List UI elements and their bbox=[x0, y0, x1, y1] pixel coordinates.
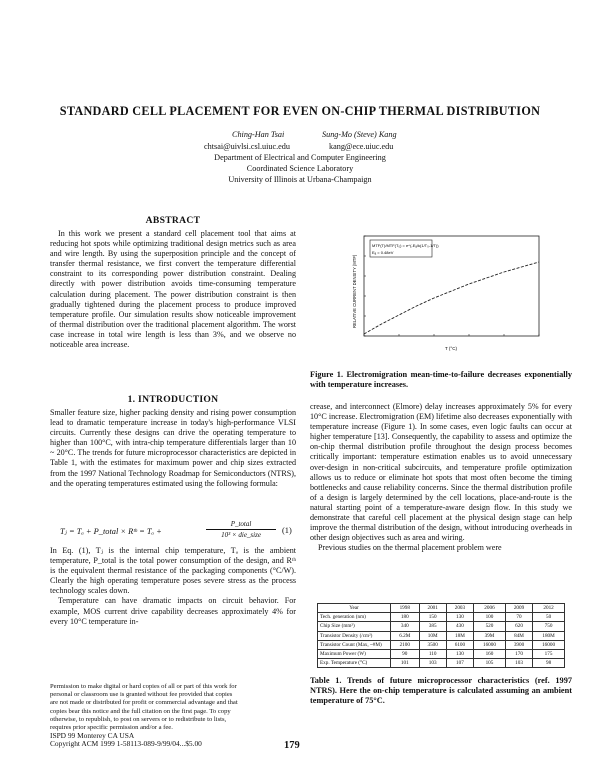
intro-paragraph-4: crease, and interconnect (Elmore) delay increases approximately 5% for every 10°C increase. Electromigration (EM) lifetime also decreases exponentially with temperature increase (Figure 1). In some cases, even logic faults can occur at higher temperature [13]. Consequently, the capability to assess and optimize the on-chip thermal distribution profile throughout the design process becomes critically important: temperature estimation enables us to avoid unnecessary over-design in non-critical subcircuits, and temperature profile optimization allows us to reduce or eliminate hot spots that most often become the timing bottlenecks and cause reliability concerns. Since the thermal distribution profile of a design is largely determined by the cell locations, place-and-route is the natural starting point of a temperature-aware design flow. In this study we demonstrate that careful cell placement at the physical design stage can help improve the thermal distribution of the design, without introducing overheads in other design objectives such as area and wiring. bbox=[310, 402, 572, 543]
affiliation-department: Department of Electrical and Computer Engineering bbox=[214, 153, 386, 162]
figure-xlabel: T (°C) bbox=[445, 346, 457, 351]
table-row bbox=[318, 659, 565, 668]
footnote-line: are not made or distributed for profit or commercial advantage and that bbox=[50, 699, 238, 707]
table-row-label: Exp. Temperature (°C) bbox=[318, 659, 391, 668]
footnote-line: Permission to make digital or hard copies of all or part of this work for bbox=[50, 683, 237, 690]
author-2-name: Sung-Mo (Steve) Kang bbox=[322, 130, 397, 139]
introduction-heading: 1. INTRODUCTION bbox=[127, 394, 219, 405]
legend-activation-energy: Eₐ = 0.48eV bbox=[372, 250, 394, 255]
table-1-caption: Table 1. Trends of future microprocessor characteristics (ref. 1997 NTRS). Here the on-chip temperature is calculated assuming an ambient temperature of 75°C. bbox=[310, 676, 572, 705]
table-cell: 520 bbox=[474, 622, 506, 631]
table-cell: 50 bbox=[533, 613, 565, 622]
table-header-cell: 1998 bbox=[391, 604, 420, 613]
table-row bbox=[318, 631, 565, 640]
footnote-line: copies bear this notice and the full citation on the first page. To copy bbox=[50, 707, 231, 715]
footnote-line: personal or classroom use is granted without fee provided that copies bbox=[50, 691, 233, 699]
intro-paragraph-3: Temperature can have dramatic impacts on circuit behavior. For example, MOS current drive capability decreases approximately 4% for every 10°C temperature in- bbox=[50, 596, 296, 626]
equation-denominator: 10³ × die_size bbox=[221, 531, 261, 539]
table-cell: 10M bbox=[419, 631, 446, 640]
table-cell: 103 bbox=[505, 659, 532, 668]
table-cell: 130 bbox=[446, 613, 473, 622]
table-cell: 101 bbox=[391, 659, 420, 668]
table-cell: 340 bbox=[391, 622, 420, 631]
table-cell: 750 bbox=[533, 622, 565, 631]
table-cell: 180 bbox=[391, 613, 420, 622]
equation-lhs: Tⱼ = Tₐ + P_total × Rᵗʰ = Tₐ + bbox=[60, 527, 162, 536]
table-1 bbox=[317, 603, 565, 668]
figure-ylabel: RELATIVE CURRENT DENSITY (MTF) bbox=[352, 254, 357, 328]
table-row-label: Chip Size (mm²) bbox=[318, 622, 391, 631]
table-header-row bbox=[318, 604, 565, 613]
table-cell: 16000 bbox=[474, 640, 506, 649]
table-cell: 100 bbox=[474, 613, 506, 622]
equation-numerator: P_total bbox=[230, 520, 252, 528]
figure-1 bbox=[330, 228, 570, 358]
table-cell: 103 bbox=[419, 659, 446, 668]
table-row-label: Transistor Count (Max, ~#M) bbox=[318, 640, 391, 649]
table-row bbox=[318, 613, 565, 622]
table-row bbox=[318, 649, 565, 658]
equation-1 bbox=[60, 520, 296, 542]
equation-number: (1) bbox=[282, 526, 292, 535]
intro-paragraph-1: Smaller feature size, higher packing density and rising power consumption lead to dramatic temperature increase in today's high-performance VLSI circuits. Currently these designs can drive the operating temperature to higher than 100°C, with intra-chip temperature differentials larger than 10 ~ 20°C. The trends for future microprocessor characteristics are depicted in Table 1, with the estimates for maximum power and chip sizes extracted from the 1997 National Technology Roadmap for Semiconductors (NTRS), and the operating temperatures estimated using the following formula: bbox=[50, 408, 296, 488]
abstract-body bbox=[50, 229, 296, 350]
table-cell: 170 bbox=[505, 649, 532, 658]
abstract-text: In this work we present a standard cell placement tool that aims at reducing hot spots while optimizing traditional design metrics such as area and wire length. By using the superposition principle and the concept of transfer thermal resistance, we first convert the temperature differential constraint to its corresponding power distribution constraint. Dealing directly with power distribution avoids time-consuming temperature calculation during placement. The power distribution constraint is then gradually tightened during the placement process to produce improved temperature profile. Our simulation results show noticeable improvement of thermal distribution over the traditional placement algorithm. The worst case increase in total wire length is less than 3%, and we observe no noticeable area increase. bbox=[50, 229, 296, 350]
table-row bbox=[318, 622, 565, 631]
table-row-label: Tech. generation (nm) bbox=[318, 613, 391, 622]
table-cell: 6.2M bbox=[391, 631, 420, 640]
table-cell: 107 bbox=[446, 659, 473, 668]
table-row-label: Transistor Density (/cm²) bbox=[318, 631, 391, 640]
figure-1-caption: Figure 1. Electromigration mean-time-to-failure decreases exponentially with temperature increases. bbox=[310, 370, 572, 389]
table-cell: 84M bbox=[505, 631, 532, 640]
table-cell: 175 bbox=[533, 649, 565, 658]
author-1-email: chtsai@uivlsi.csl.uiuc.edu bbox=[204, 142, 290, 151]
figure-1-chart bbox=[330, 228, 570, 358]
table-cell: 98 bbox=[533, 659, 565, 668]
table-header-cell: 2009 bbox=[505, 604, 532, 613]
table-cell: 110 bbox=[419, 649, 446, 658]
page-number: 179 bbox=[284, 740, 300, 751]
author-1-name: Ching-Han Tsai bbox=[232, 130, 285, 139]
trends-table bbox=[317, 603, 565, 668]
table-header-cell: 2012 bbox=[533, 604, 565, 613]
table-cell: 70 bbox=[505, 613, 532, 622]
table-cell: 16000 bbox=[533, 640, 565, 649]
author-2-email: kang@ece.uiuc.edu bbox=[329, 142, 394, 151]
table-cell: 3500 bbox=[419, 640, 446, 649]
table-cell: 90 bbox=[391, 649, 420, 658]
affiliation-lab: Coordinated Science Laboratory bbox=[246, 164, 354, 173]
affiliation-university: University of Illinois at Urbana-Champaign bbox=[228, 175, 372, 184]
table-cell: 160 bbox=[474, 649, 506, 658]
table-header-cell: 2003 bbox=[446, 604, 473, 613]
table-cell: 180M bbox=[533, 631, 565, 640]
table-cell: 430 bbox=[446, 622, 473, 631]
copyright-footnote bbox=[50, 683, 296, 749]
table-header-cell: 2001 bbox=[419, 604, 446, 613]
table-cell: 6100 bbox=[446, 640, 473, 649]
table-cell: 18M bbox=[446, 631, 473, 640]
table-cell: 620 bbox=[505, 622, 532, 631]
table-header-cell: Year bbox=[318, 604, 391, 613]
legend-formula: MTF(T)/MTF(T₀) = e^(-Eₐ/k(1/T₀-1/T)) bbox=[372, 243, 439, 248]
footnote-conference: ISPD 99 Monterey CA USA bbox=[50, 731, 135, 741]
table-row-label: Maximum Power (W) bbox=[318, 649, 391, 658]
table-cell: 2100 bbox=[391, 640, 420, 649]
intro-left-column-2 bbox=[50, 546, 296, 627]
intro-right-column bbox=[310, 402, 572, 553]
intro-paragraph-5: Previous studies on the thermal placement problem were bbox=[318, 543, 502, 553]
table-cell: 385 bbox=[419, 622, 446, 631]
abstract-heading: ABSTRACT bbox=[145, 215, 201, 226]
table-header-cell: 2006 bbox=[474, 604, 506, 613]
table-cell: 130 bbox=[446, 649, 473, 658]
table-cell: 105 bbox=[474, 659, 506, 668]
footnote-line: requires prior specific permission and/or a fee. bbox=[50, 724, 173, 732]
table-cell: 3900 bbox=[505, 640, 532, 649]
footnote-line: otherwise, to republish, to post on servers or to redistribute to lists, bbox=[50, 715, 227, 723]
equation-fraction-bar bbox=[206, 529, 276, 530]
intro-paragraph-2: In Eq. (1), Tⱼ is the internal chip temperature, Tₐ is the ambient temperature, P_total is the total power consumption of the design, and Rᵗʰ is the equivalent thermal resistance of the packaging components (°C/W). Clearly the high operating temperature poses severe stress as the process technology scales down. bbox=[50, 546, 296, 596]
footnote-copyright: Copyright ACM 1999 1-58113-089-9/99/04...$5.00 bbox=[50, 739, 202, 749]
table-cell: 150 bbox=[419, 613, 446, 622]
mtf-curve bbox=[364, 262, 539, 334]
paper-title: STANDARD CELL PLACEMENT FOR EVEN ON-CHIP THERMAL DISTRIBUTION bbox=[59, 104, 541, 118]
table-row bbox=[318, 640, 565, 649]
table-cell: 39M bbox=[474, 631, 506, 640]
intro-left-column bbox=[50, 408, 296, 489]
